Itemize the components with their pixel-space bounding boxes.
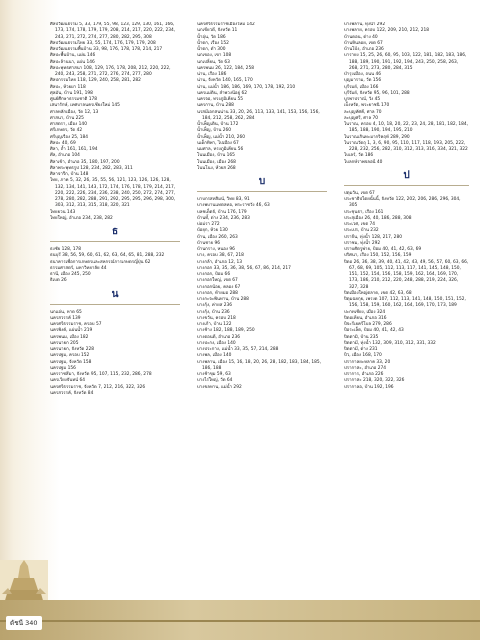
index-entry: ธรรมศาสตร์, มหาวิทยาลัย 44 — [50, 265, 107, 271]
index-entry: บ้านทั้, ต่าง 234, 236, 283 — [197, 215, 250, 221]
index-entry: ประชุนธา, เรือง 161 — [344, 209, 384, 215]
index-entry: นมศาล, ทรงภูมิเคียน 56 — [197, 147, 244, 152]
index-entry: ศิลาเข้า, อำเภอ 35, 180, 197, 200 — [50, 159, 120, 165]
index-entry: บุญมาราม, วัด 156 — [344, 78, 382, 84]
index-entry: ศรีบุญเรือง 25, 184 — [50, 134, 89, 140]
index-entry: นครกาน, บ้าน 288 — [197, 103, 234, 109]
index-entry: ปตุมวัน, เขต 67 — [344, 190, 375, 196]
index-entry: ธงชัย 128, 178 — [50, 247, 81, 252]
index-entry: ไบลกษ์ราพจลอนี 40 — [344, 159, 383, 165]
index-entry: โนนเมือง, เมือง 268 — [197, 159, 236, 165]
index-entry: ศาลหลักเมือง, วัด 12, 13 — [50, 109, 99, 115]
index-entry: ศิลาจารึก, บ้าน 148 — [50, 172, 89, 177]
index-entry: ไทยใหญ่, อำเภอ 234, 238, 282 — [50, 215, 113, 221]
index-entry: นกเขียวดี, จังหวัด 11 — [197, 28, 238, 34]
index-entry: น้ำตก, เรือง 152 — [197, 40, 229, 46]
index-entry: บางขวัน, ครอบ 218 — [197, 315, 236, 321]
index-entry: น้ำเพ็ญเดิน, บ้าน 172 — [197, 122, 239, 127]
section-divider — [50, 304, 180, 305]
index-entry: บางกะจะพินทาน, บ้าน 288 — [197, 297, 249, 302]
index-entry: ศิลาพระพุทธรูป 128, 234, 282, 283, 311 — [50, 165, 133, 171]
index-entry: ศิลปกรรมไทย 118, 129, 240, 258, 281, 282 — [50, 78, 141, 84]
index-entry: นรสมีเอกสนน่าน 33, 20, 26, 113, 133, 141, 153, 156, 156, 184, 212, 258, 262, 284 — [197, 109, 320, 121]
index-entry: บารายง 15, 25, 26, 60, 95, 103, 122, 181, 182, 183, 186, 188, 189, 190, 191, 192, 194, 243, 250, 258, 263, 268, 271, 273, 280, 284, 315 — [344, 53, 467, 71]
page-number-prefix: ดัชนี — [10, 619, 26, 627]
index-entry: ศิลปะพุทธศาสนา 108, 129, 176, 178, 208, 212, 220, 222, 240, 243, 258, 271, 272, 276, 274, 277, 280 — [50, 65, 171, 77]
index-entry: บางกอกใหญ่, เขต 67 — [197, 278, 238, 284]
index-entry: น้ำอุ่น, วัด 186 — [197, 34, 226, 40]
index-entry: ปิดอเทียน, อำเภอ 316 — [344, 315, 387, 321]
index-entry: บางกล้า, อำเภอ 12, 13 — [197, 259, 243, 265]
index-entry: นครเวียงจันทน์ 64 — [50, 378, 86, 384]
index-entry: นกเปลี่ยน, วัด 63 — [197, 59, 230, 65]
index-entry: บาง, ครอบ 38, 67, 218 — [197, 253, 244, 259]
index-entry: บ่อม่รา 272 — [197, 222, 220, 227]
index-entry: ศุลมัน, บ้าน 191, 198 — [50, 90, 93, 96]
index-entry: ปีจะรีเยครีโบล 279, 286 — [344, 322, 392, 327]
index-letter-heading: น — [111, 288, 119, 300]
index-entry: บางเก้า, บ้าน 122 — [197, 322, 232, 327]
index-entry: ไทย, ภาค 5, 32, 26, 35, 55, 56, 121, 123, 126, 126, 128, 132, 134, 141, 143, 172, 174, 176, 178, 179, 214, 217, 220, 222, 226, 234, 236, 238, 240, 250, 272, 274, 277, 278, 280, 282, 288, 291, 292, 295, 295, 296, 298, 300, 303, 312, 313, 315, 318, 320, 321 — [50, 178, 176, 209]
index-entry: บุรีรมย์, เมือง 166 — [344, 84, 379, 90]
index-entry: ธานี, เมือง 245, 250 — [50, 272, 91, 277]
index-entry: บาบกรสทสิมน์, วิทย 83, 91 — [197, 197, 250, 202]
index-entry: นครสวรรค์, จังหวัด 84 — [50, 390, 94, 396]
index-entry: ศิลปวัฒนธรรมพื้นบ้าน 33, 98, 176, 178, 178, 214, 217 — [50, 47, 163, 52]
index-entry: บ้านโบ้ง, อำเภอ 236 — [344, 47, 384, 52]
index-entry: บางพล, เมือง 140 — [197, 353, 232, 359]
index-entry: ไนราณเกินทะมากริคฤห์ 289, 290 — [344, 134, 410, 140]
index-entry: บางกุ้ง, ค่ายส 236 — [197, 303, 233, 309]
index-entry: ศิลปวัฒนธรรมไทย 33, 55, 174, 176, 179, 179, 208 — [50, 40, 156, 46]
section-divider — [50, 241, 180, 242]
footer-rule — [0, 620, 480, 622]
index-entry: นครราชสีมา, จังหวัด 95, 107, 115, 232, 286, 278 — [50, 372, 152, 377]
index-entry: นครพนม, เมือง 182 — [50, 334, 89, 340]
index-entry: บางช้าง 182, 188, 189, 250 — [197, 328, 255, 334]
index-entry: ปิดอ 26, 36, 38, 39, 40, 41, 42, 43, 49, 56, 57, 60, 63, 66, 67, 68, 69, 105, 112, 113, 117, 141, 145, 148, 150, 151, 152, 154, 156, 158, 159, 162, 164, 169, 170, 173, 186, 210, 212, 220, 248, 288, 219, 224, 326, 327, 328 — [344, 259, 469, 290]
index-entry: นครศรีธรรมราช, ครอบ 57 — [50, 322, 102, 327]
index-entry: ปรากาสะ, อำเภอ 274 — [344, 365, 387, 371]
index-entry: ปิดตามิ, บ้าน 235 — [344, 334, 379, 340]
index-entry: นเด็กทิพา, ไปเมือง 67 — [197, 140, 239, 146]
index-entry: เบ็งหรัต, พระยาชนิ 170 — [344, 103, 390, 109]
index-entry: ไทยยวน 143 — [50, 209, 76, 215]
index-entry: ปีอระเล็ต, ป้อม 40, 41, 42, 43 — [344, 328, 404, 334]
index-entry: ศิลปะ 40, 69 — [50, 140, 76, 146]
index-entry: นครจอ, ทรงภูมิเคียน 55 — [197, 97, 243, 102]
index-entry: ปิดเมืองใหญ่ตลาด, เขต 42, 63, 68 — [344, 290, 412, 296]
index-entry: น้ำเพ็ญ, แม่น้ำ 210, 260 — [197, 134, 246, 140]
index-entry: ธนาคารเพื่อการเกษตรและสหกรณ์การเกษตรญี่ปุ่น 62 — [50, 259, 151, 265]
index-entry: เสนารักษ์, เทศบาลนครเชียงใหม่ 145 — [50, 103, 120, 109]
index-entry: นกแอ่น, หาด 65 — [50, 309, 82, 315]
index-entry: ปรากาลยะหลาค 33, 20 — [344, 359, 391, 365]
index-entry: บางพลาน, เมือง 15, 16, 18, 20, 26, 28, 182, 183, 184, 185, 186, 188 — [197, 359, 322, 371]
index-entry: ละบุญทัศคี, ศาล 70 — [344, 109, 382, 115]
index-entry: น้ำตก, ดำ 300 — [197, 47, 226, 52]
index-letter-heading: ธ — [111, 226, 119, 237]
index-entry: ศรีเกษตร, วัด 42 — [50, 128, 83, 134]
index-entry: นกเของ, เขา 108 — [197, 53, 232, 59]
page-number-value: 340 — [25, 619, 38, 627]
index-entry: บ้อยุก, ห้วย 130 — [197, 228, 228, 234]
index-entry: ปราการ, อำเภอ 226 — [344, 372, 384, 377]
index-entry: ประเปร, บ้าน 232 — [344, 228, 379, 234]
index-entry: บางขลหาน, แม่น้ำ 292 — [197, 384, 242, 390]
index-entry: บางพลาน, ทุ่งน้ำ 292 — [344, 22, 386, 27]
index-entry: โนนเมือง, บ้าน 165 — [197, 153, 235, 159]
index-entry: ปิดตามี, ต่าง 231 — [344, 347, 378, 352]
index-column-3 — [344, 22, 469, 391]
index-entry: ธิเบต 26 — [50, 278, 67, 284]
index-entry: นครปฐม, ครอบ 152 — [50, 353, 90, 359]
index-entry: บางพบานแทตลทอ, พระราชวัง 46, 63 — [197, 203, 270, 209]
index-entry: นครปฐม, จังหวัด 158 — [50, 359, 92, 365]
section-divider — [197, 191, 327, 192]
index-entry: ปริศนา, เรือง 150, 152, 156, 159 — [344, 253, 412, 259]
index-entry: บางช้าขุม 59, 63 — [197, 372, 231, 377]
index-entry: ปิดตามี, ทุ่งน้ำ 132, 309, 310, 312, 331, 332 — [344, 340, 436, 346]
index-entry: ศิลปะ, ห้วยผา 118 — [50, 84, 86, 90]
index-entry: บ้านชาย 96 — [197, 240, 221, 246]
index-entry: บ้าน, เมือง 260, 263 — [197, 234, 238, 240]
index-entry: ปราจีน, ทุ่งน้ำ 128, 217, 280 — [344, 234, 402, 240]
index-entry: บางพลาย, ครอบ 122, 209, 210, 212, 218 — [344, 28, 430, 34]
index-entry: บ้านดอน, ต่าง 40 — [344, 34, 378, 40]
index-entry: ประสุเมือง 26, 40, 186, 288, 308 — [344, 215, 412, 221]
index-entry: นครศรีธรรมราช, จังหวัด 7, 212, 216, 322, 326 — [50, 384, 146, 390]
index-entry: บางกอกน้อย, คลอง 67 — [197, 284, 241, 290]
index-entry: น่าน, แม่น้ำ 186, 186, 169, 170, 178, 192, 210 — [197, 84, 296, 90]
index-entry: ปรากาลอ, บ้าน 192, 196 — [344, 384, 394, 390]
index-entry: ประชาธิปไตยนั้นนี้, จังหวัด 122, 202, 206, 286, 296, 304, 305 — [344, 197, 461, 209]
index-entry: นครนายก 205 — [50, 340, 79, 346]
index-entry: ปราบศัตรูพ่าย, ป้อม 40, 41, 42, 63, 69 — [344, 247, 422, 252]
index-entry: ศีล, อำเภอ 104 — [50, 153, 80, 159]
index-entry: นครปฐม 156 — [50, 365, 76, 371]
index-entry: บางตอนดี, อำเภอ 236 — [197, 334, 240, 340]
index-entry: บุรีรัมย์, จังหวัด 95, 96, 101, 288 — [344, 90, 410, 96]
page-number — [6, 616, 42, 630]
index-entry: ศิลปวัฒนธรรม 5, 33, 179, 55, 98, 123, 129, 130, 161, 166, 173, 174, 178, 179, 179, 208, 214, 217, 220, 222, 234, 243, 271, 272, 274, 277, 280, 282, 295, 308 — [50, 22, 176, 40]
index-entry: บ้านกราง, หนอง 96 — [197, 247, 235, 252]
index-entry: ละบุญศรี, ศาล 70 — [344, 115, 379, 121]
index-entry: บางกอก, ท้ายมอ 288 — [197, 290, 238, 296]
index-entry: ไนราณวัตถุ 1, 3, 6, 90, 95, 110, 117, 118, 193, 205, 222, 228, 232, 256, 282, 310, 312, 313, 316, 334, 321, 322 — [344, 140, 468, 152]
index-letter-heading: บ — [258, 176, 266, 187]
index-entry: บลชเด็ตจ์, บ้าน 176, 179 — [197, 209, 247, 215]
index-entry: นครพนม 26, 122, 184, 258 — [197, 65, 254, 71]
index-entry: บางประกาง, แม่น้ำ 33, 35, 57, 214, 288 — [197, 347, 279, 352]
index-column-2 — [197, 22, 327, 391]
index-column-1 — [50, 22, 180, 397]
index-entry: บำรุงเมือง, ถนน 46 — [344, 72, 381, 77]
index-entry: ปะกทเชียง, เมือง 324 — [344, 309, 386, 315]
index-entry: นครสวรรค์ 139 — [50, 315, 81, 321]
index-entry: บางกอก 33, 35, 36, 38, 56, 67, 86, 214, 217 — [197, 265, 291, 271]
index-entry: ปราชม, ทุ่งน้ำ 292 — [344, 240, 381, 246]
index-entry: บางปะกง, เมือง 140 — [197, 340, 236, 346]
index-entry: ไบเลร์, วัด 186 — [344, 153, 374, 159]
index-entry: ศูนย์ศึกษาธรรมชาติ 178 — [50, 97, 98, 102]
index-entry: บ้านหินลอย, เขต 67 — [344, 40, 383, 46]
index-entry: ปีว, เมือง 168, 170 — [344, 353, 382, 359]
index-entry: ไนราณ, ครอบ 4, 10, 18, 20, 22, 23, 24, 28, 181, 182, 184, 185, 188, 190, 194, 195, 210 — [344, 122, 469, 134]
index-entry: ธนบุรี 38, 56, 59, 60, 61, 62, 63, 64, 65, 81, 288, 232 — [50, 253, 165, 259]
section-divider — [344, 185, 469, 186]
index-entry: บูรพาปราณ์, วัง 45 — [344, 97, 381, 102]
index-entry: ปรากาสะ 218, 320, 322, 326 — [344, 378, 405, 384]
index-entry: ศิลปะพื้นบ้าน, แผ่น 146 — [50, 53, 96, 59]
index-entry: บางกอก, ป้อม 66 — [197, 272, 231, 277]
index-entry: ศิลา, ถ้ำ 161, 161, 194 — [50, 147, 98, 152]
index-entry: น้ำเพ็ญ, บ้าน 260 — [197, 128, 232, 134]
index-entry: บางกุ้ง, บ้าน 236 — [197, 309, 230, 315]
index-entry: นครพิงค์, แผ่นน้ำ 219 — [50, 328, 93, 334]
index-entry: นครนายก, จังหวัด 228 — [50, 347, 95, 352]
index-entry: นครแม่ดิน, ลำพวงนีอยู่ 62 — [197, 90, 247, 96]
index-entry: น่าน, เรือง 186 — [197, 72, 227, 77]
index-entry: ศาสนา, บ้าน 225 — [50, 115, 84, 121]
index-entry: บางไร่ใหญ่, วัด 64 — [197, 378, 233, 384]
index-entry: ปิตุมฉยกุย, เพรงด 107, 112, 113, 141, 148, 150, 151, 152, 156, 158, 159, 160, 162, 164, 169, 170, 173, 189 — [344, 297, 466, 309]
index-entry: ศิลปะล้านนา, แผ่น 146 — [50, 59, 95, 65]
index-entry: ศาสตรา, เมือง 140 — [50, 122, 87, 127]
index-entry: นครศรีธรรมราชเมืองใหม่ 142 — [197, 22, 255, 27]
index-entry: ประเวศ, เขต 74 — [344, 222, 376, 227]
index-letter-heading: ป — [403, 169, 410, 181]
index-entry: น่าน, จังหวัด 140, 165, 170 — [197, 78, 253, 84]
index-entry: โนนโนง, ห้วยส 268 — [197, 165, 236, 171]
